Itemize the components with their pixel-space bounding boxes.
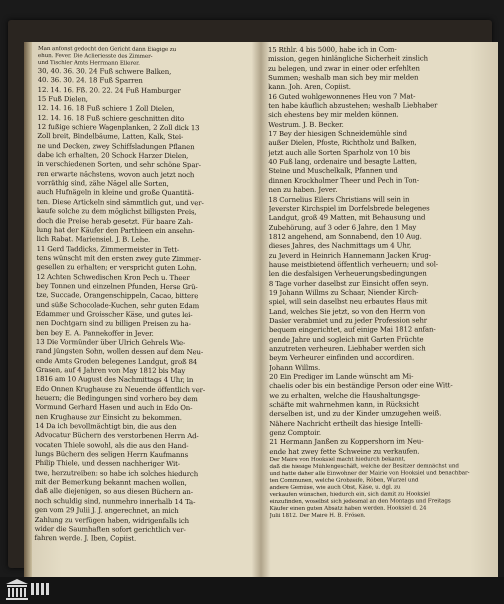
book-scan bbox=[8, 20, 492, 568]
text-line: Edo Onnen Krughause zu Neuende öffentlich ver- bbox=[35, 384, 206, 394]
text-line: jetzt auch alle Sorten Sparholz von 10 bis bbox=[268, 148, 411, 157]
text-line: daß alle diejenigen, so aus diesen Büchern an- bbox=[34, 487, 194, 497]
text-line: nen Krughause zur Einsicht zu bekommen. bbox=[35, 412, 182, 422]
text-line: Johann Willms. bbox=[269, 363, 321, 372]
logo-wordmark bbox=[31, 580, 51, 598]
text-line: kaufe solche zu dem möglichst billigsten Preis, bbox=[36, 207, 197, 217]
text-line: andere Gemüse, wie auch Obst, Käse, u. dgl. zu bbox=[269, 484, 401, 492]
text-line: wider die Saumhaften sofort gerichtlich ver- bbox=[34, 524, 186, 534]
text-line: kann. Joh. Aren, Copiist. bbox=[268, 83, 351, 92]
text-line: 12 fußige schiere Wagenplanken, 2 Zoll dick 13 bbox=[37, 123, 200, 133]
text-line: anzutreten verheuren. Liebhaber werden sich bbox=[269, 344, 426, 353]
text-line: len die desfalsigen Verheuerungsbedingungen bbox=[268, 269, 427, 279]
text-line: noch schuldig sind, nunmehro innerhalb 14 Ta- bbox=[34, 496, 196, 506]
text-line: 8 Tage vorher daselbst zur Einsicht offen seyn. bbox=[268, 279, 429, 288]
text-line: ren erwarte nächstens, wovon auch jetzt noch bbox=[37, 169, 195, 179]
viewer-footer bbox=[0, 577, 504, 604]
text-line: verkaufen wünschen, hiedurch ein, sich damit zu Hooksiel bbox=[269, 491, 430, 499]
text-line: 17 Bey der hiesigen Schneidemühle sind bbox=[268, 129, 407, 139]
text-line: bequem eingerichtet, auf einige Mai 1812 anfan- bbox=[268, 325, 436, 335]
text-line: Käufer einen guten Absatz haben werden. Hooksiel d. 24 bbox=[269, 505, 427, 513]
text-line: zu Jeverd in Heinrich Hannemann Jacken Krug- bbox=[268, 250, 431, 260]
text-line: bey Tonnen und einzelnen Pfunden, Herse Grü- bbox=[36, 281, 198, 292]
text-line: gende Jahre und sogleich mit Garten Früchte bbox=[269, 335, 424, 344]
text-line: ten. Diese Artickeln sind sämmtlich gut, und ver- bbox=[36, 197, 204, 207]
text-line: Zoll breit, Bindelbäume, Latten, Kalk, Stei- bbox=[37, 132, 184, 142]
text-line: 19 Johann Willms zu Schaar, Niender Kirch- bbox=[268, 288, 419, 297]
text-line: Edammer und Groisscher Käse, und gutes lei- bbox=[36, 309, 193, 320]
text-line: 13 Die Vormünder über Ulrich Gehrels Wie- bbox=[35, 337, 186, 348]
text-line: ende Amts Groden belegenes Landgut, groß 84 bbox=[35, 356, 198, 366]
text-line: ten habe käuflich abzustehen; weshalb Liebhaber bbox=[268, 101, 438, 111]
page-edge bbox=[24, 42, 32, 578]
text-line: vorräthig sind, zähe Nägel alle Sorten, bbox=[37, 179, 169, 189]
text-line: doch die Preise herab gesetzt. Für baare Zah- bbox=[36, 216, 193, 226]
text-line: 12 Achten Schwedischen Kron Pech u. Theer bbox=[36, 272, 190, 282]
text-line: in verschiedenen Sorten, und sehr schöne Spar- bbox=[37, 160, 201, 170]
text-line: gesellen zu erhalten; er verspricht guten Lohn. bbox=[36, 263, 197, 273]
text-line: und hatte daher alle Einwohner der Mairie von Hooksiel und benachbar- bbox=[269, 470, 470, 478]
text-line: 16 Guted wohlgewonnenes Heu von 7 Mat- bbox=[268, 92, 416, 101]
text-line: und süße Schocolade-Kuchen, sehr guten Edam bbox=[36, 300, 200, 310]
text-line: 1816 am 10 August des Nachmittags 4 Uhr, in bbox=[35, 375, 194, 385]
text-line: 40. 36. 30. 24. 18 Fuß Sparren bbox=[37, 76, 143, 86]
text-line: Vormund Gerhard Hasen und auch in Edo On- bbox=[35, 403, 193, 413]
text-line: genz Comptoir. bbox=[269, 428, 321, 438]
text-line: nen zu haben. Jever. bbox=[268, 185, 338, 195]
text-line: schäfte mit wahrnehmen kann, in Rücksicht bbox=[269, 400, 420, 410]
text-line: Steine und Muschelkalk, Pfannen und bbox=[268, 167, 398, 176]
text-line: Summen; weshalb man sich bey mir melden bbox=[268, 73, 419, 83]
text-line: ehun. Fever. Die Aclieriesste des Zimmer- bbox=[37, 52, 153, 60]
text-line: nen Dochtgarn sind zu billigen Preisen zu ha- bbox=[36, 319, 191, 329]
text-line: spiel, will sein daselbst neu erbautes Haus mit bbox=[268, 297, 428, 307]
text-line: einzufinden, woselbst sich jedesmal an den Montags und Freitags bbox=[269, 498, 451, 506]
text-line: Zubehörung, auf 3 oder 6 Jahre, den 1 May bbox=[268, 223, 417, 232]
text-line: Grasen, auf 4 Jahren von May 1812 bis May bbox=[35, 365, 186, 376]
text-line: ende hat zwey fette Schweine zu verkaufen. bbox=[269, 447, 420, 456]
text-line: 40 Fuß lang, ordenaire und besagte Latten, bbox=[268, 157, 417, 167]
text-line: Jeverster Kirchspiel im Dorfelsbrede belegenes bbox=[268, 204, 430, 213]
text-line: mit der Bemerkung bekannt machen wollen, bbox=[34, 478, 187, 488]
text-line: derselben ist, und zu der Kinder umzugehen weiß. bbox=[269, 409, 442, 419]
text-line: heuern; die Bedingungen sind vorhero bey dem bbox=[35, 394, 198, 404]
text-line: 14 Da ich bevollmächtigt bin, die aus den bbox=[35, 422, 177, 432]
text-line: 30, 40. 36. 30. 24 Fuß schwere Balken, bbox=[37, 66, 172, 76]
text-line: Advocatur Büchern des verstorbenen Herrn Ad- bbox=[35, 431, 199, 441]
text-line: und Tischler Amts Herrmann Ellerer. bbox=[37, 59, 140, 67]
text-line: Land, welches Sie jetzt, so von den Herrn von bbox=[268, 307, 426, 316]
text-line: lich Rabat. Mariensiel. J. B. Lehe. bbox=[36, 235, 151, 244]
text-line: dabe ich erhalten, 20 Schock Harzer Dielen, bbox=[37, 151, 189, 161]
text-line: lung hat der Käufer den Parthieen ein ansehn- bbox=[36, 225, 195, 235]
text-line: 11 Gerd Taddicks, Zimmermeister in Tett- bbox=[36, 244, 180, 254]
text-line: tens wünscht mit den ersten zwey gute Zimmer- bbox=[36, 253, 202, 264]
text-line: außer Dielen, Pfoste, Richtholz und Balken, bbox=[268, 138, 417, 148]
text-line: 21 Hermann Janßen zu Koppershorn im Neu- bbox=[269, 437, 424, 447]
library-building-icon bbox=[4, 577, 30, 601]
text-line: fahren werde. J. Iben, Copiist. bbox=[34, 534, 137, 543]
text-line: hause meistbietend öffentlich verheuern; und sol- bbox=[268, 260, 439, 269]
text-line: Landgut, groß 49 Matten, mit Behausung und bbox=[268, 213, 426, 223]
text-line: ne und Decken, zwey Schiffsladungen Pflanen bbox=[37, 141, 195, 151]
text-line: lungs Büchern des seligen Herrn Kaufmanns bbox=[35, 450, 189, 460]
text-line: Philip Thiele, und dessen nachheriger Wit- bbox=[35, 459, 181, 469]
text-line: dinnen Krockholmer Theer und Pech in Ton- bbox=[268, 176, 419, 185]
text-line: 15 Rthlr. 4 bis 5000, habe ich in Com- bbox=[268, 45, 397, 54]
text-line: mission, gegen hinlängliche Sicherheit zinslich bbox=[268, 54, 428, 64]
text-line: vocaten Thiele sowohl, als die aus den Hand- bbox=[35, 440, 189, 450]
text-line: Dasier verabmiet und zu jeder Profession sehr bbox=[268, 316, 428, 325]
text-line: 12. 14. 16. 18 Fuß schiere geschnitten dito bbox=[37, 113, 185, 123]
text-line: Nähere Nachricht ertheilt das hiesige Intelli- bbox=[269, 419, 423, 428]
text-line: Julii 1812. Der Maire H. B. Frösen. bbox=[269, 512, 366, 520]
text-line: 12. 14. 16. 18 Fuß schiere 1 Zoll Dielen, bbox=[37, 104, 175, 114]
text-line: Der Maire von Hooksiel macht hiedurch bekannt, bbox=[269, 456, 406, 464]
text-line: sich ehestens bey mir melden können. bbox=[268, 110, 399, 120]
text-line: chaelis oder bis ein beständige Person oder eine Witt- bbox=[269, 381, 453, 391]
text-line: 15 Fuß Dielen, bbox=[37, 95, 88, 104]
text-line: dieses Jahres, des Nachmittags um 4 Uhr, bbox=[268, 241, 412, 251]
text-line: gen vom 29 Julii J. J. angerechnet, an mich bbox=[34, 506, 179, 516]
text-line: beym Verheurer einfinden und accordiren. bbox=[269, 353, 415, 363]
text-line: Zahlung zu verfügen haben, widrigenfalls ich bbox=[34, 515, 190, 525]
right-column bbox=[268, 45, 492, 572]
text-line: 12. 14. 16. Fß. 20. 22. 24 Fuß Hamburger bbox=[37, 85, 181, 95]
text-line: ten Communen, welche Grobzeife, Röben, Wurzel und bbox=[269, 477, 419, 485]
text-line: tze, Succade, Orangenschippeln, Cacao, bittere bbox=[36, 291, 199, 301]
text-line: we zu erhalten, welche die Haushaltungsge- bbox=[269, 391, 421, 400]
text-line: Man anfonst gedocht den Gericht dann Eiagige zu bbox=[37, 46, 177, 53]
text-line: ben bey E. A. Pannekoffer in Jever. bbox=[35, 328, 154, 338]
text-line: 20 Ein Prediger im Lande wünscht am Mi- bbox=[269, 372, 414, 382]
text-line: rand jüngsten Sohn, wollen dessen auf dem Neu- bbox=[35, 347, 204, 357]
text-line: twe, herzutreiben: so habe ich solches hiedurch bbox=[34, 468, 199, 478]
text-line: auch Hufnägeln in kleine und große Quantitä- bbox=[36, 188, 194, 198]
newspaper-page bbox=[24, 42, 498, 578]
text-line: 18 Cornelius Eilers Christians will sein in bbox=[268, 195, 410, 204]
text-line: daß die hiesige Mühlengeschäft, welche der Besitzer demnächst und bbox=[269, 463, 459, 471]
text-line: 1812 angehend, am Sonnabend, den 10 Aug. bbox=[268, 232, 422, 241]
text-line: zu belegen, und zwar in einer oder erfehlten bbox=[268, 64, 420, 73]
left-column bbox=[34, 46, 250, 573]
text-line: Westrum. J. B. Becker. bbox=[268, 120, 344, 129]
